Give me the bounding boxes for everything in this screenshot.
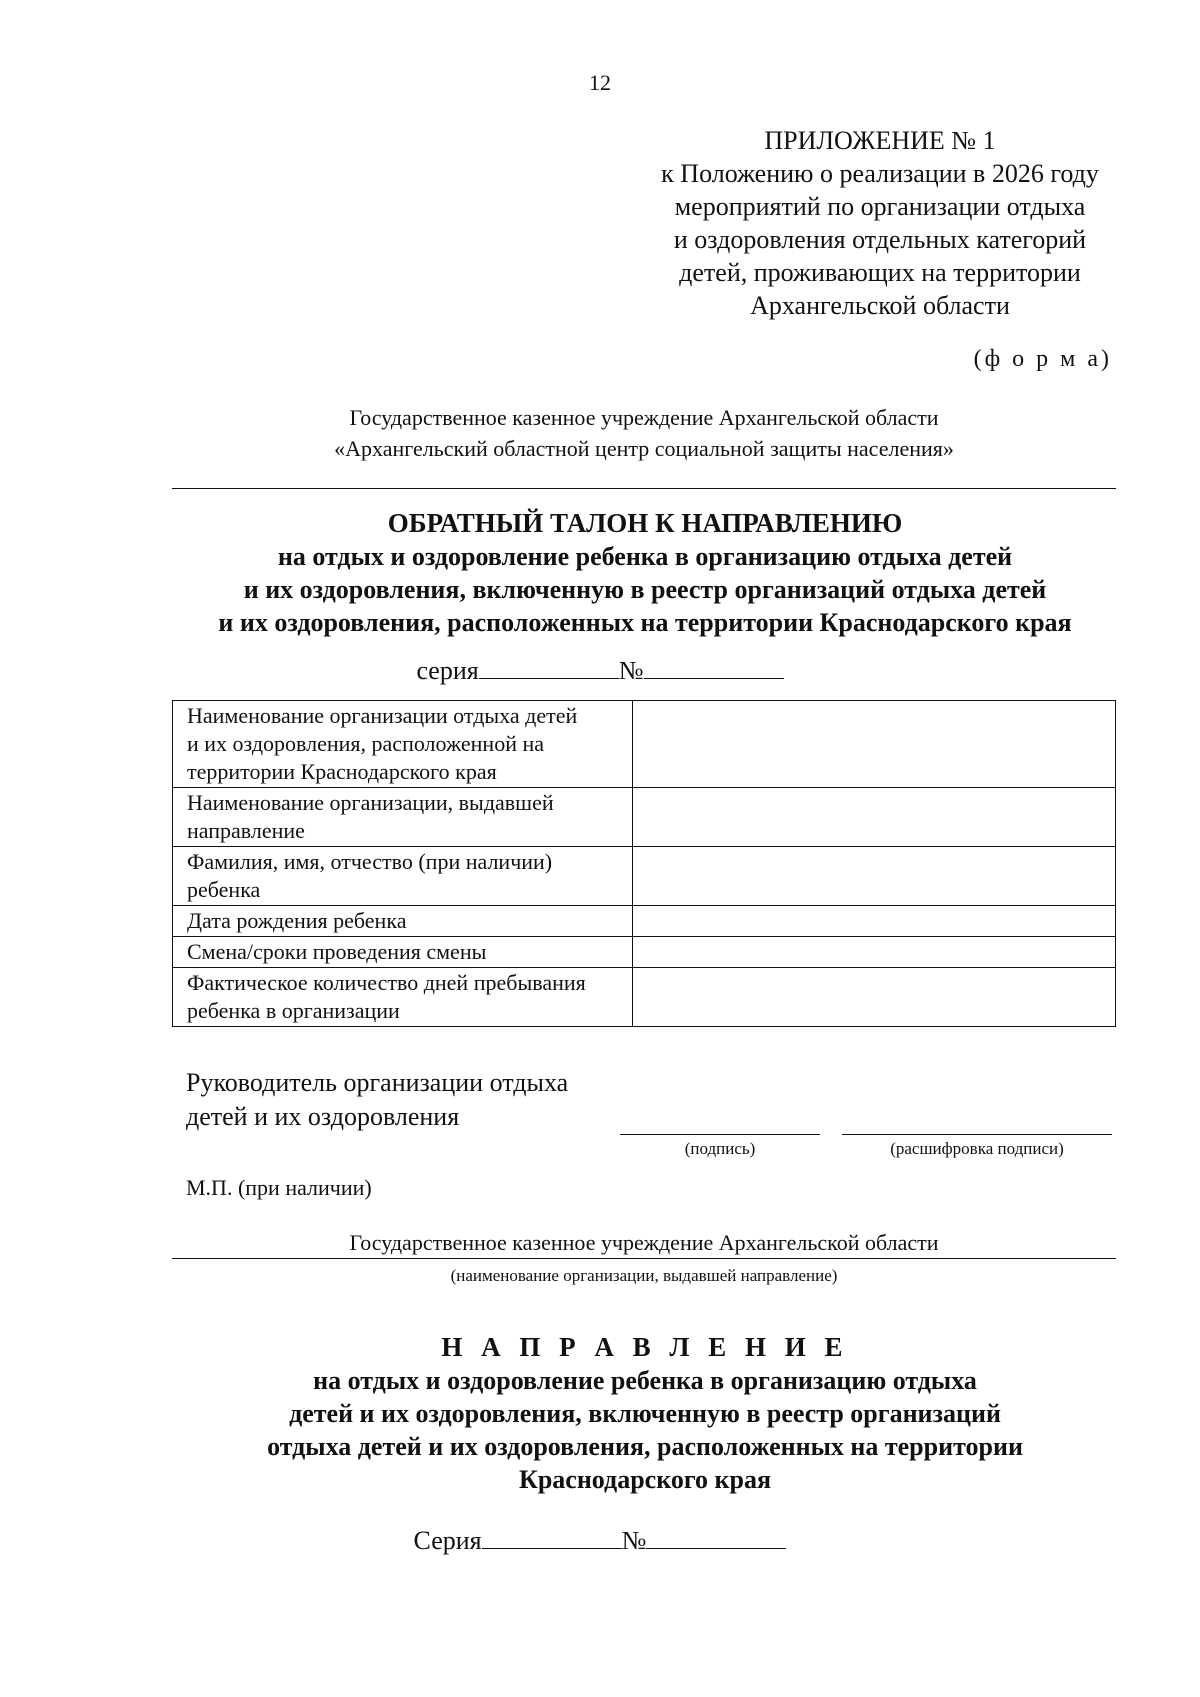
number-field[interactable]: [644, 654, 784, 679]
appendix-line: детей, проживающих на территории: [679, 258, 1081, 287]
row-label-line: и их оздоровления, расположенной на: [187, 731, 545, 756]
signatory-title: [186, 1066, 568, 1134]
referral-heading: [150, 1330, 1140, 1496]
row-label-line: Фактическое количество дней пребывания: [187, 970, 586, 995]
number-label: №: [621, 1526, 647, 1555]
series-label: Серия: [413, 1526, 482, 1555]
issuer-underline: [172, 1258, 1116, 1259]
signatory-line-2: детей и их оздоровления: [186, 1102, 460, 1131]
signature-decoding-caption: (расшифровка подписи): [890, 1139, 1064, 1158]
organization-line-1: Государственное казенное учреждение Архангельской области: [349, 405, 939, 430]
row-value-cell[interactable]: [633, 701, 1116, 788]
appendix-line: мероприятий по организации отдыха: [674, 192, 1086, 221]
row-label-line: ребенка в организации: [187, 998, 400, 1023]
row-value-cell[interactable]: [633, 788, 1116, 847]
organization-header: [172, 402, 1116, 464]
appendix-title: ПРИЛОЖЕНИЕ № 1: [764, 126, 996, 155]
row-label: [173, 701, 633, 788]
return-slip-title: ОБРАТНЫЙ ТАЛОН К НАПРАВЛЕНИЮ: [387, 508, 903, 538]
row-value-cell[interactable]: [633, 968, 1116, 1027]
return-slip-subtitle-line: и их оздоровления, включенную в реестр организаций отдыха детей: [243, 575, 1047, 604]
row-value-cell[interactable]: [633, 847, 1116, 906]
row-label-line: направление: [187, 818, 305, 843]
stamp-note: М.П. (при наличии): [186, 1175, 372, 1200]
referral-subtitle-line: отдыха детей и их оздоровления, расположенных на территории: [267, 1432, 1023, 1461]
row-value-cell[interactable]: [633, 937, 1116, 968]
number-label: №: [618, 656, 644, 685]
return-slip-heading: [150, 506, 1140, 639]
signature-decoding-field[interactable]: [842, 1134, 1112, 1135]
table-row: [173, 701, 1116, 788]
return-slip-series-line: [0, 654, 1200, 686]
row-label: [173, 788, 633, 847]
signature-field[interactable]: [620, 1134, 820, 1135]
referral-subtitle-line: на отдых и оздоровление ребенка в организацию отдыха: [313, 1366, 977, 1395]
series-field[interactable]: [482, 1524, 622, 1549]
appendix-line: Архангельской области: [750, 291, 1010, 320]
series-field[interactable]: [479, 654, 619, 679]
row-label-line: Смена/сроки проведения смены: [187, 939, 487, 964]
row-label-line: ребенка: [187, 877, 261, 902]
table-row: [173, 968, 1116, 1027]
number-field[interactable]: [646, 1524, 786, 1549]
table-row: [173, 788, 1116, 847]
return-slip-table: [172, 700, 1116, 1027]
referral-subtitle-line: детей и их оздоровления, включенную в реестр организаций: [289, 1399, 1001, 1428]
row-label-line: территории Краснодарского края: [187, 759, 497, 784]
return-slip-subtitle-line: на отдых и оздоровление ребенка в организацию отдыха детей: [277, 542, 1013, 571]
signature-caption: (подпись): [684, 1139, 756, 1158]
issuer-name: Государственное казенное учреждение Архангельской области: [349, 1230, 939, 1255]
row-label-line: Наименование организации отдыха детей: [187, 703, 578, 728]
row-label-line: Фамилия, имя, отчество (при наличии): [187, 849, 553, 874]
referral-subtitle-line: Краснодарского края: [518, 1465, 772, 1494]
return-slip-subtitle-line: и их оздоровления, расположенных на территории Краснодарского края: [218, 608, 1072, 637]
row-label-line: Наименование организации, выдавшей: [187, 790, 554, 815]
table-row: [173, 937, 1116, 968]
row-value-cell[interactable]: [633, 906, 1116, 937]
row-label: [173, 937, 633, 968]
signatory-line-1: Руководитель организации отдыха: [186, 1068, 569, 1097]
row-label: [173, 906, 633, 937]
row-label-line: Дата рождения ребенка: [187, 908, 407, 933]
header-divider: [172, 488, 1116, 489]
referral-series-line: [0, 1524, 1200, 1556]
appendix-line: и оздоровления отдельных категорий: [673, 225, 1087, 254]
table-row: [173, 847, 1116, 906]
series-label: серия: [416, 656, 479, 685]
page-number: 12: [589, 70, 611, 95]
appendix-header: [610, 124, 1150, 322]
row-label: [173, 847, 633, 906]
appendix-line: к Положению о реализации в 2026 году: [661, 159, 1099, 188]
organization-line-2: «Архангельский областной центр социальной защиты населения»: [334, 436, 954, 461]
row-label: [173, 968, 633, 1027]
table-row: [173, 906, 1116, 937]
referral-title: Н А П Р А В Л Е Н И Е: [441, 1332, 849, 1362]
issuer-caption: (наименование организации, выдавшей направление): [450, 1266, 838, 1285]
form-mark: (ф о р м а): [973, 346, 1112, 372]
